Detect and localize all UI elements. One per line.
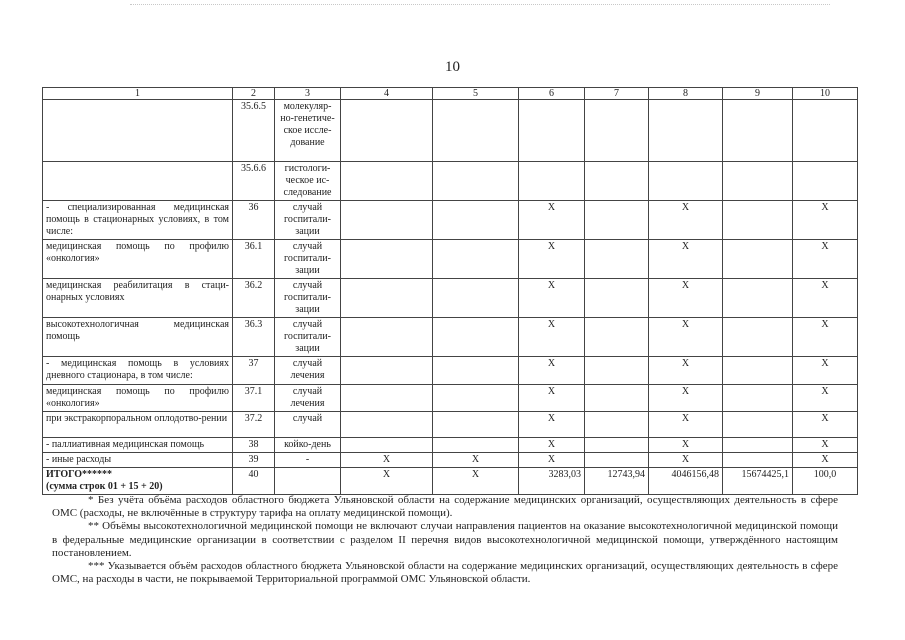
table-cell [433,412,519,438]
table-cell: Х [649,453,723,468]
table-cell [433,279,519,318]
total-row [43,468,858,495]
table-cell [585,279,649,318]
table-cell [793,162,858,201]
row-label: - паллиативная медицинская помощь [43,438,233,453]
row-code: 36.2 [233,279,275,318]
table-cell: Х [793,438,858,453]
table-cell [519,100,585,162]
table-cell: Х [519,385,585,412]
table-row [43,162,858,201]
table-cell [341,438,433,453]
table-cell [433,162,519,201]
table-cell: Х [519,357,585,385]
table-cell [723,162,793,201]
row-unit: случай госпитали-зации [275,240,341,279]
table-cell [433,240,519,279]
row-code: 36 [233,201,275,240]
table-cell: Х [519,453,585,468]
table-cell: Х [649,357,723,385]
column-header: 9 [723,88,793,100]
table-cell [433,201,519,240]
table-cell: Х [793,201,858,240]
row-code: 35.6.5 [233,100,275,162]
table-cell [341,100,433,162]
column-header: 3 [275,88,341,100]
table-cell [585,318,649,357]
table-row [43,357,858,385]
row-unit: случай госпитали-зации [275,201,341,240]
row-unit: случай [275,412,341,438]
table-cell: Х [649,279,723,318]
row-unit: случай лечения [275,357,341,385]
table-cell [341,279,433,318]
table-cell: Х [649,385,723,412]
table-cell: Х [519,438,585,453]
table-cell [723,318,793,357]
column-header: 2 [233,88,275,100]
table-row [43,385,858,412]
row-code: 37.2 [233,412,275,438]
row-label: - специализированная медицинская помощь в стационарных условиях, в том числе: [43,201,233,240]
table-row [43,412,858,438]
table-cell [723,279,793,318]
column-header: 1 [43,88,233,100]
column-header: 4 [341,88,433,100]
row-code: 39 [233,453,275,468]
table-cell: Х [519,318,585,357]
table-cell [585,453,649,468]
total-code: 40 [233,468,275,495]
table-cell [723,100,793,162]
table-cell: Х [793,279,858,318]
table-cell: Х [519,240,585,279]
table-cell [723,412,793,438]
table-cell [793,100,858,162]
table-cell [341,240,433,279]
table-row [43,100,858,162]
table-row [43,438,858,453]
table-cell [341,162,433,201]
scan-artifact-line [130,4,830,7]
row-label: - иные расходы [43,453,233,468]
table-cell [723,438,793,453]
row-unit: гистологи-ческое ис-следование [275,162,341,201]
table-cell [585,162,649,201]
table-cell: Х [793,318,858,357]
total-label-subtitle: (сумма строк 01 + 15 + 20) [46,481,163,492]
table-cell [723,201,793,240]
table-cell: Х [433,453,519,468]
row-code: 37 [233,357,275,385]
row-label [43,162,233,201]
table-cell [585,438,649,453]
footnotes [52,494,838,586]
row-unit: случай лечения [275,385,341,412]
table-cell: Х [519,279,585,318]
total-cell [275,468,341,495]
total-label [43,468,233,495]
column-header: 8 [649,88,723,100]
total-cell: Х [433,468,519,495]
table-header-row [43,88,858,100]
table-cell: Х [649,412,723,438]
table-cell: Х [793,412,858,438]
table-cell: Х [649,438,723,453]
table-cell [341,201,433,240]
budget-table [42,87,858,495]
row-label: медицинская помощь по профилю «онкология» [43,385,233,412]
total-cell: 4046156,48 [649,468,723,495]
row-label: медицинская помощь по профилю «онкология» [43,240,233,279]
footnote: *** Указывается объём расходов областного бюджета Ульяновской области на содержание медицинских организаций, осуществляющих деятельность в сфере ОМС, на расходы в части, не покрываемой Территориальной программой ОМС Ульяновской области. [52,560,838,586]
table-cell: Х [649,201,723,240]
column-header: 7 [585,88,649,100]
column-header: 10 [793,88,858,100]
table-row [43,279,858,318]
total-label-title: ИТОГО****** [46,469,112,480]
table-cell [585,385,649,412]
row-label: при экстракорпоральном оплодотво-рении [43,412,233,438]
row-code: 38 [233,438,275,453]
table-cell [519,162,585,201]
total-cell: Х [341,468,433,495]
table-cell: Х [793,453,858,468]
table-cell: Х [341,453,433,468]
table-row [43,318,858,357]
row-label [43,100,233,162]
row-code: 36.3 [233,318,275,357]
table-cell: Х [519,201,585,240]
table-cell [341,318,433,357]
row-code: 35.6.6 [233,162,275,201]
table-cell [433,100,519,162]
footnote: ** Объёмы высокотехнологичной медицинской помощи не включают случаи направления пациентов на оказание высокотехнологичной медицинской помощи в федеральные медицинские организации в соответствии с разделом II перечня видов высокотехнологичной медицинской помощи, утверждённого настоящим постановлением. [52,520,838,559]
row-label: медицинская реабилитация в стаци-онарных условиях [43,279,233,318]
total-cell: 3283,03 [519,468,585,495]
table-cell [585,412,649,438]
table-cell: Х [793,385,858,412]
table-cell [433,385,519,412]
row-unit: случай госпитали-зации [275,279,341,318]
table-cell [341,385,433,412]
row-code: 36.1 [233,240,275,279]
table-cell [723,453,793,468]
row-unit: - [275,453,341,468]
table-cell [585,240,649,279]
table-cell [649,100,723,162]
row-unit: случай госпитали-зации [275,318,341,357]
row-label: - медицинская помощь в условиях дневного стационара, в том числе: [43,357,233,385]
table-cell [585,100,649,162]
column-header: 5 [433,88,519,100]
row-code: 37.1 [233,385,275,412]
table-row [43,240,858,279]
table-cell [341,412,433,438]
row-unit: молекуляр-но-генетиче-ское иссле-дование [275,100,341,162]
table-row [43,453,858,468]
total-cell: 100,0 [793,468,858,495]
table-row [43,201,858,240]
table-cell [433,318,519,357]
table-cell [649,162,723,201]
table-cell [433,357,519,385]
table-cell: Х [793,240,858,279]
table-cell [341,357,433,385]
total-cell: 15674425,1 [723,468,793,495]
page-number: 10 [445,59,460,75]
footnote: * Без учёта объёма расходов областного бюджета Ульяновской области на содержание медицинских организаций, осуществляющих деятельность в сфере ОМС (расходы, не включённые в структуру тарифа на оплату медицинской помощи). [52,494,838,520]
column-header: 6 [519,88,585,100]
row-label: высокотехнологичная медицинская помощь [43,318,233,357]
table-cell [723,240,793,279]
table-cell: Х [519,412,585,438]
table-cell [723,385,793,412]
table-cell [585,201,649,240]
table-cell: Х [649,240,723,279]
total-cell: 12743,94 [585,468,649,495]
table-cell [433,438,519,453]
table-cell [585,357,649,385]
table-cell: Х [649,318,723,357]
row-unit: койко-день [275,438,341,453]
table-cell [723,357,793,385]
table-cell: Х [793,357,858,385]
